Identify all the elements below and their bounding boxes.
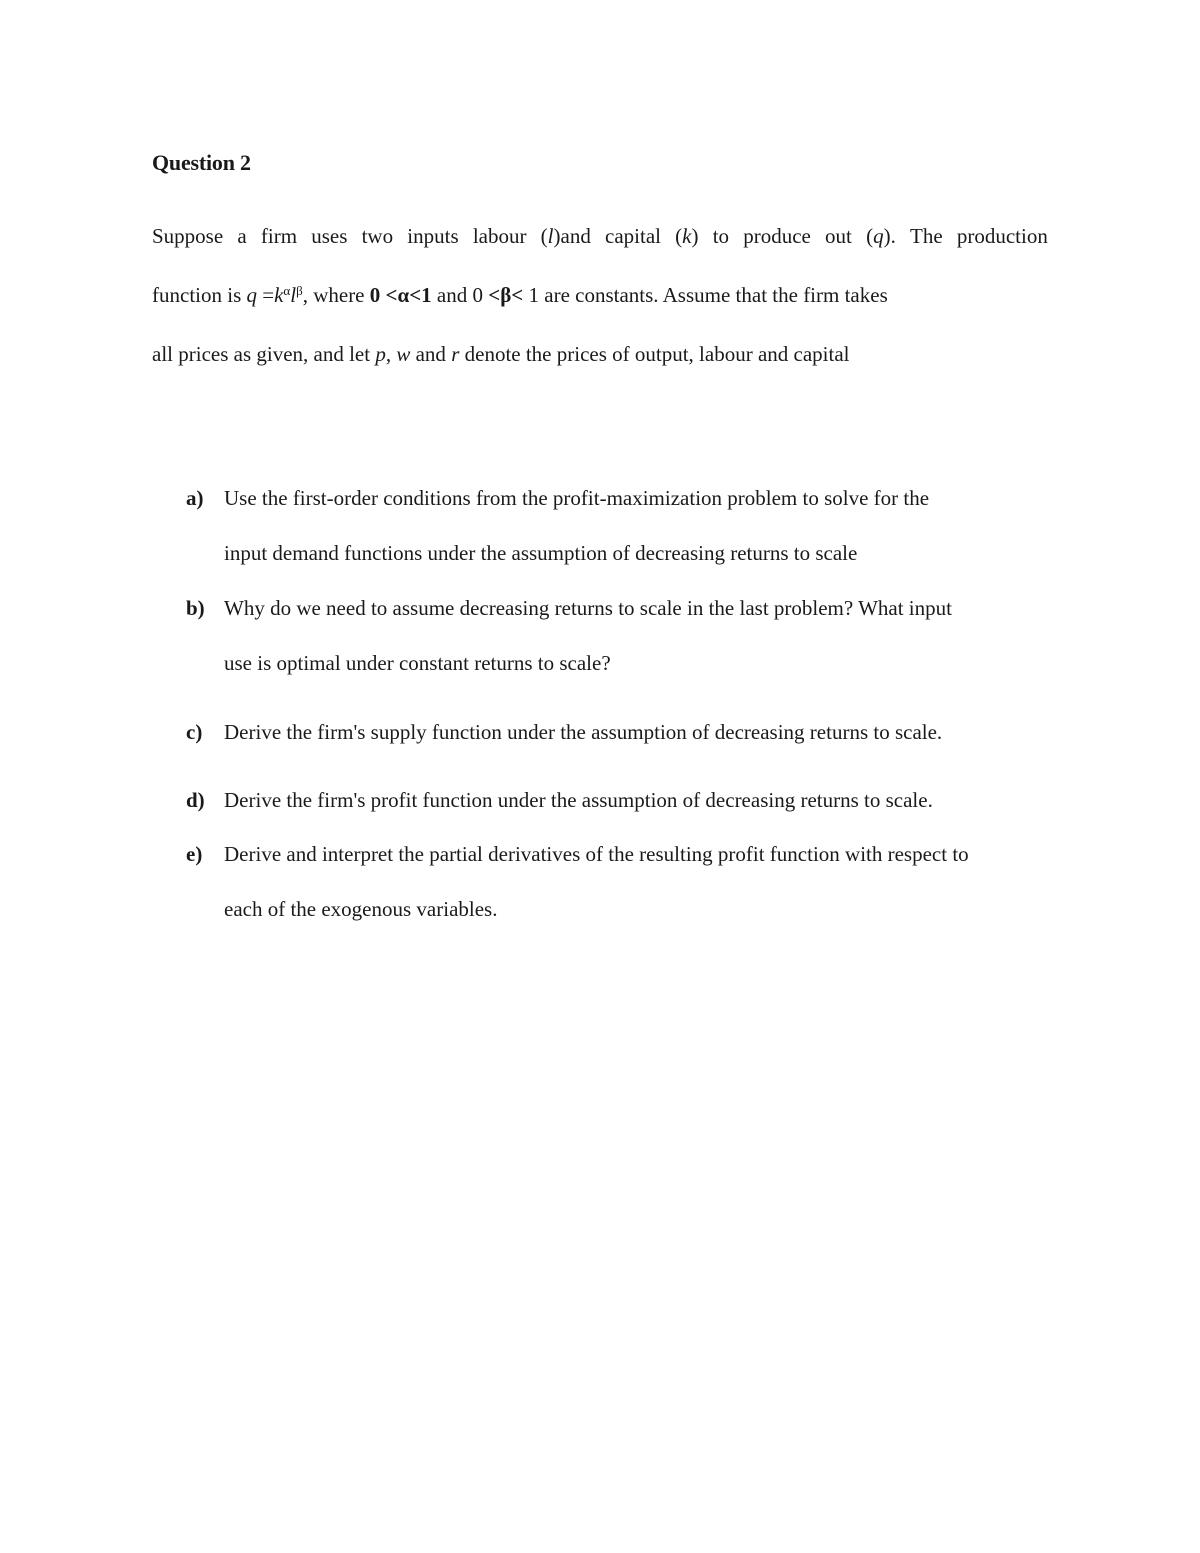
list-marker: d): [186, 788, 205, 812]
equals-sign: =: [257, 283, 275, 307]
text-span: denote the prices of output, labour and capital: [459, 342, 850, 366]
text-span: and: [431, 283, 473, 307]
intro-word: to: [712, 224, 730, 248]
intro-word: two: [361, 224, 394, 248]
var-l: l: [290, 283, 297, 307]
text-span: all prices as given, and let: [152, 342, 376, 366]
paren: )and: [553, 224, 591, 248]
var-p: p: [375, 342, 386, 366]
list-item-text: use is optimal under constant returns to scale?: [224, 651, 611, 675]
intro-word: [675, 218, 698, 254]
intro-line-1: [152, 218, 1048, 254]
text-span: ,: [385, 342, 397, 366]
text-span: , where: [302, 283, 370, 307]
list-marker: b): [186, 596, 205, 620]
intro-word: [866, 218, 896, 254]
alpha-constraint: 0 <α<1: [369, 283, 432, 307]
text-span: function is: [152, 283, 247, 307]
paren: (: [540, 224, 548, 248]
question-heading: Question 2: [152, 150, 251, 175]
list-marker: c): [186, 720, 203, 744]
var-q: q: [873, 224, 884, 248]
intro-word: a: [237, 224, 247, 248]
intro-word: labour: [472, 224, 527, 248]
var-w: w: [396, 342, 411, 366]
var-l: l: [547, 224, 554, 248]
list-item-text: Why do we need to assume decreasing returns to scale in the last problem? What input: [224, 596, 952, 620]
intro-word: [541, 218, 591, 254]
intro-line-2: [152, 277, 888, 313]
var-r: r: [451, 342, 460, 366]
text-span: are constants. Assume that the firm takes: [539, 283, 888, 307]
list-item-text: each of the exogenous variables.: [224, 897, 498, 921]
paren: (: [675, 224, 683, 248]
paren: ): [691, 224, 699, 248]
intro-word: out: [825, 224, 852, 248]
intro-word: produce: [743, 224, 811, 248]
list-marker: e): [186, 842, 203, 866]
intro-word: firm: [260, 224, 298, 248]
intro-word: The: [910, 224, 943, 248]
list-item-text: input demand functions under the assumption of decreasing returns to scale: [224, 541, 858, 565]
beta-constraint-zero: 0: [472, 283, 489, 307]
list-item-text: Derive the firm's supply function under the assumption of decreasing returns to scale.: [224, 720, 943, 744]
intro-word: uses: [311, 224, 348, 248]
var-q: q: [246, 283, 257, 307]
exponent-alpha: α: [283, 283, 291, 298]
intro-word: inputs: [407, 224, 459, 248]
intro-word: capital: [605, 224, 661, 248]
beta-constraint-one: 1: [523, 283, 539, 307]
beta-constraint: <β<: [488, 283, 524, 307]
list-marker: a): [186, 486, 204, 510]
text-span: and: [410, 342, 452, 366]
intro-line-3: [152, 336, 850, 372]
var-k: k: [682, 224, 692, 248]
list-item-text: Use the first-order conditions from the profit-maximization problem to solve for the: [224, 486, 930, 510]
intro-word: Suppose: [152, 224, 224, 248]
exponent-beta: β: [296, 283, 303, 298]
var-k: k: [274, 283, 284, 307]
list-item-text: Derive the firm's profit function under the assumption of decreasing returns to scale.: [224, 788, 933, 812]
list-item-text: Derive and interpret the partial derivatives of the resulting profit function with respect to: [224, 842, 969, 866]
paren: ).: [883, 224, 896, 248]
intro-word: production: [956, 224, 1048, 248]
paren: (: [866, 224, 874, 248]
